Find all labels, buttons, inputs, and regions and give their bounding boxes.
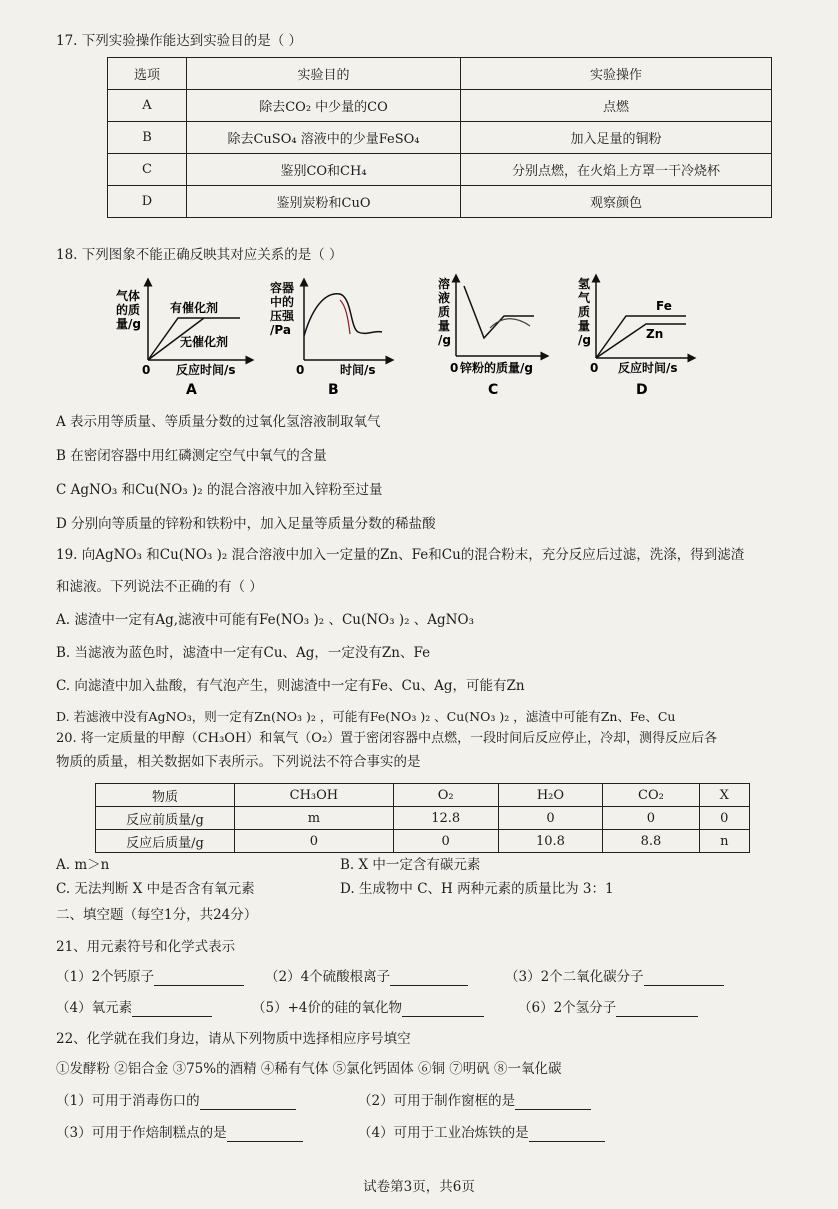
header-cell: CO₂ [603, 784, 699, 807]
q19-option-b: B. 当滤液为蓝色时，滤渣中一定有Cu、Ag，一定没有Zn、Fe [56, 645, 431, 661]
graph-a-letter: A [186, 382, 197, 398]
q18-option-b: B 在密闭容器中用红磷测定空气中氧气的含量 [56, 448, 327, 464]
q20-table [95, 783, 750, 853]
header-cell: 实验目的 [187, 58, 461, 90]
graph-a-ylabel: 气体 [116, 289, 141, 303]
table-cell: A [108, 90, 187, 122]
q21-item [56, 968, 244, 986]
graph-d-curve2-label: Zn [646, 327, 664, 341]
graph-d-xlabel: 反应时间/s [618, 361, 678, 375]
q17-stem: 17. 下列实验操作能达到实验目的是（ ） [56, 33, 303, 49]
graph-b-letter: B [328, 382, 339, 398]
graph-b-ylabel: 容器 [270, 281, 295, 295]
table-cell: 观察颜色 [461, 186, 772, 218]
graph-c-ylabel: 液 [438, 291, 451, 305]
header-cell: 物质 [96, 784, 235, 807]
graph-b [270, 280, 390, 398]
header-cell: CH₃OH [235, 784, 394, 807]
table-header-row [108, 58, 772, 90]
graph-a [116, 282, 250, 398]
q19-option-c: C. 向滤渣中加入盐酸，有气泡产生，则滤渣中一定有Fe、Cu、Ag，可能有Zn [56, 678, 525, 694]
graph-b-ylabel: /Pa [270, 323, 291, 337]
graph-a-xlabel: 反应时间/s [176, 363, 236, 377]
graph-b-ylabel: 压强 [270, 309, 295, 323]
q21-item [505, 968, 724, 986]
q21-item-label: （2）4个硫酸根离子 [265, 969, 391, 985]
answer-blank[interactable] [616, 1002, 698, 1017]
q22-substances: ①发酵粉 ②铝合金 ③75%的酒精 ④稀有气体 ⑤氯化钙固体 ⑥铜 ⑦明矾 ⑧一氧化碳 [56, 1061, 562, 1077]
table-header-row [96, 784, 750, 807]
table-cell: n [699, 830, 749, 853]
table-cell: 鉴别CO和CH₄ [187, 154, 461, 186]
answer-blank[interactable] [390, 971, 468, 986]
graph-c-letter: C [488, 382, 499, 398]
header-cell: X [699, 784, 749, 807]
graph-d-ylabel: 氢 [578, 277, 591, 291]
graph-c-ylabel: 溶 [438, 277, 451, 291]
table-row [108, 154, 772, 186]
graph-d-curve-zn [596, 324, 686, 358]
q21-item-label: （4）氧元素 [56, 1000, 133, 1016]
answer-blank[interactable] [227, 1127, 303, 1142]
graph-b-ylabel: 中的 [270, 295, 295, 309]
graph-a-ylabel: 量/g [116, 317, 141, 331]
table-row [96, 830, 750, 853]
q21-stem: 21、用元素符号和化学式表示 [56, 939, 236, 955]
q22-item [56, 1092, 296, 1110]
table-cell: 除去CO₂ 中少量的CO [187, 90, 461, 122]
table-cell: 8.8 [603, 830, 699, 853]
graph-d-ylabel: 量 [578, 319, 591, 333]
q19-stem-line2: 和滤液。下列说法不正确的有（ ） [56, 579, 263, 595]
answer-blank[interactable] [154, 971, 244, 986]
answer-blank[interactable] [200, 1095, 296, 1110]
q20-option-c: C. 无法判断 X 中是否含有氧元素 [56, 881, 255, 897]
table-cell: D [108, 186, 187, 218]
q17-table [107, 57, 772, 218]
q21-item-label: （5）+4价的硅的氧化物 [252, 1000, 402, 1016]
graph-a-curve1-label: 有催化剂 [170, 301, 219, 315]
graph-c-ylabel: /g [438, 333, 451, 347]
table-cell: 除去CuSO₄ 溶液中的少量FeSO₄ [187, 122, 461, 154]
table-cell: 反应前质量/g [96, 807, 235, 830]
table-cell: 鉴别炭粉和CuO [187, 186, 461, 218]
q18-option-a: A 表示用等质量、等质量分数的过氧化氢溶液制取氧气 [56, 414, 381, 430]
q22-item-label: （4）可用于工业冶炼铁的是 [358, 1125, 529, 1141]
answer-blank[interactable] [515, 1095, 591, 1110]
q20-option-a: A. m＞n [56, 857, 110, 873]
q19-option-a: A. 滤渣中一定有Ag,滤液中可能有Fe(NO₃ )₂ 、Cu(NO₃ )₂ 、AgNO₃ [56, 612, 474, 628]
header-cell: 实验操作 [461, 58, 772, 90]
q22-item-label: （1）可用于消毒伤口的 [56, 1093, 200, 1109]
graph-c [438, 276, 545, 398]
q19-stem-line1: 19. 向AgNO₃ 和Cu(NO₃ )₂ 混合溶液中加入一定量的Zn、Fe和Cu的混合粉末，充分反应后过滤，洗涤，得到滤渣 [56, 547, 745, 563]
graph-a-ylabel: 的质 [116, 303, 141, 317]
table-cell: 点燃 [461, 90, 772, 122]
table-cell: 0 [235, 830, 394, 853]
q22-item-label: （3）可用于作焙制糕点的是 [56, 1125, 227, 1141]
header-cell: 选项 [108, 58, 187, 90]
graph-c-curve [464, 286, 534, 338]
table-cell: 0 [498, 807, 603, 830]
table-cell: m [235, 807, 394, 830]
table-cell: B [108, 122, 187, 154]
graph-c-xlabel: 锌粉的质量/g [460, 361, 533, 375]
q21-item [252, 999, 484, 1017]
section-title: 二、填空题（每空1分，共24分） [56, 907, 258, 923]
q21-item-label: （1）2个钙原子 [56, 969, 155, 985]
table-cell: 0 [393, 830, 498, 853]
table-cell: 12.8 [393, 807, 498, 830]
page-footer: 试卷第3页，共6页 [363, 1179, 475, 1195]
table-cell: 0 [699, 807, 749, 830]
graph-c-ylabel: 量 [438, 319, 451, 333]
q21-item-label: （6）2个氢分子 [518, 1000, 617, 1016]
q20-option-d: D. 生成物中 C、H 两种元素的质量比为 3：1 [340, 881, 614, 897]
graph-d-ylabel: /g [578, 333, 591, 347]
q20-option-b: B. X 中一定含有碳元素 [340, 857, 481, 873]
q20-stem-line2: 物质的质量，相关数据如下表所示。下列说法不符合事实的是 [56, 754, 421, 770]
q22-stem: 22、化学就在我们身边，请从下列物质中选择相应序号填空 [56, 1031, 411, 1047]
q21-item [518, 999, 698, 1017]
q18-graphs [100, 272, 720, 402]
q18-stem: 18. 下列图象不能正确反映其对应关系的是（ ） [56, 247, 343, 263]
header-cell: O₂ [393, 784, 498, 807]
graph-d [578, 276, 692, 398]
q18-option-c: C AgNO₃ 和Cu(NO₃ )₂ 的混合溶液中加入锌粉至过量 [56, 482, 383, 498]
table-cell: 10.8 [498, 830, 603, 853]
q19-option-d: D. 若滤液中没有AgNO₃，则一定有Zn(NO₃ )₂ ，可能有Fe(NO₃ )₂ 、Cu(NO₃ )₂ ，滤渣中可能有Zn、Fe、Cu [56, 709, 676, 724]
q22-item [358, 1124, 605, 1142]
header-cell: H₂O [498, 784, 603, 807]
table-cell: 分别点燃，在火焰上方罩一干冷烧杯 [461, 154, 772, 186]
graph-d-ylabel: 气 [578, 291, 591, 305]
table-row [108, 186, 772, 218]
table-cell: C [108, 154, 187, 186]
graph-d-letter: D [636, 382, 648, 398]
q18-option-d: D 分别向等质量的锌粉和铁粉中，加入足量等质量分数的稀盐酸 [56, 516, 436, 532]
table-cell: 反应后质量/g [96, 830, 235, 853]
graph-d-ylabel: 质 [578, 305, 591, 319]
graph-d-curve1-label: Fe [656, 299, 672, 313]
graph-a-curve2-label: 无催化剂 [180, 335, 229, 349]
q21-item-label: （3）2个二氧化碳分子 [505, 969, 644, 985]
graph-c-handwriting [490, 319, 530, 328]
q20-stem-line1: 20. 将一定质量的甲醇（CH₃OH）和氧气（O₂）置于密闭容器中点燃，一段时间后反应停止，冷却，测得反应后各 [56, 731, 718, 746]
graph-b-curve [304, 294, 382, 336]
q22-item [358, 1092, 591, 1110]
answer-blank[interactable] [644, 971, 724, 986]
table-row [108, 90, 772, 122]
q21-item [56, 999, 212, 1017]
answer-blank[interactable] [402, 1002, 484, 1017]
graph-d-curve-fe [596, 316, 686, 358]
graph-d-origin: 0 [590, 361, 599, 375]
table-row [96, 807, 750, 830]
table-row [108, 122, 772, 154]
q21-item [265, 968, 468, 986]
table-cell: 加入足量的铜粉 [461, 122, 772, 154]
graph-c-ylabel: 质 [438, 305, 451, 319]
q22-item-label: （2）可用于制作窗框的是 [358, 1093, 516, 1109]
graph-a-origin: 0 [142, 363, 151, 377]
graph-b-origin: 0 [296, 363, 305, 377]
graph-c-origin: 0 [450, 361, 459, 375]
graph-b-xlabel: 时间/s [340, 363, 376, 377]
answer-blank[interactable] [529, 1127, 605, 1142]
table-cell: 0 [603, 807, 699, 830]
answer-blank[interactable] [132, 1002, 212, 1017]
q22-item [56, 1124, 303, 1142]
